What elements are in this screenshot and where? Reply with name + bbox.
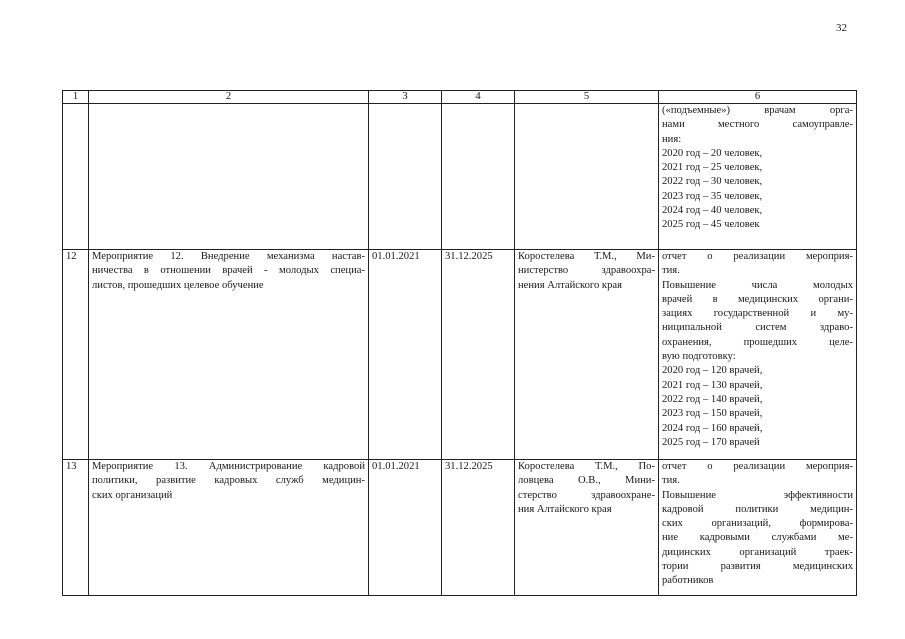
expected-result: [659, 250, 857, 460]
executor: [515, 460, 659, 596]
start-date: 01.01.2021: [369, 460, 442, 596]
cell-text-line: ния Алтайского края: [518, 503, 612, 515]
column-header: 4: [442, 91, 515, 104]
expected-result: [659, 104, 857, 250]
cell-text-line: ниципальной систем здраво-: [662, 322, 853, 334]
cell-text-line: 2021 год – 25 человек,: [662, 162, 763, 174]
cell-text-line: 2023 год – 35 человек,: [662, 190, 763, 202]
row-number: 13: [63, 460, 89, 596]
row-number: [63, 104, 89, 250]
page-number: 32: [836, 22, 847, 34]
cell-text-line: кадровой политики медицин-: [662, 503, 853, 515]
plan-table: [62, 90, 857, 596]
cell-text-line: («подъемные») врачам орга-: [662, 105, 853, 116]
cell-text-line: ских организаций, формирова-: [662, 518, 853, 530]
column-header: 6: [659, 91, 857, 104]
cell-text-line: нами местного самоуправле-: [662, 119, 853, 131]
cell-text-line: тия.: [662, 265, 680, 277]
cell-text-line: 2022 год – 30 человек,: [662, 176, 763, 188]
cell-text-line: дицинских организаций траек-: [662, 546, 853, 558]
cell-text-line: 2023 год – 150 врачей,: [662, 408, 763, 420]
activity-name: [89, 460, 369, 596]
cell-text-line: ние кадровыми службами ме-: [662, 532, 853, 544]
end-date: 31.12.2025: [442, 250, 515, 460]
cell-text-line: нения Алтайского края: [518, 279, 622, 291]
cell-text-line: Повышение числа молодых: [662, 279, 853, 291]
cell-text-line: листов, прошедших целевое обучение: [92, 279, 264, 291]
cell-text-line: ния:: [662, 133, 682, 145]
cell-text-line: 2020 год – 120 врачей,: [662, 365, 763, 377]
activity-name: [89, 104, 369, 250]
cell-text-line: ничества в отношении врачей - молодых специа-: [92, 265, 365, 277]
table-row: [63, 460, 857, 596]
start-date: 01.01.2021: [369, 250, 442, 460]
cell-text-line: отчет о реализации мероприя-: [662, 461, 853, 472]
column-header: 3: [369, 91, 442, 104]
start-date: [369, 104, 442, 250]
executor: [515, 104, 659, 250]
cell-text-line: ских организаций: [92, 489, 173, 501]
row-number: 12: [63, 250, 89, 460]
activity-name: [89, 250, 369, 460]
cell-text-line: 2024 год – 40 человек,: [662, 205, 763, 217]
cell-text-line: нистерство здравоохра-: [518, 265, 655, 277]
table-row: [63, 250, 857, 460]
cell-text-line: охранения, прошедших целе-: [662, 336, 853, 348]
cell-text-line: тории развития медицинских: [662, 561, 853, 573]
end-date: 31.12.2025: [442, 460, 515, 596]
cell-text-line: 2021 год – 130 врачей,: [662, 379, 763, 391]
cell-text-line: Коростелева Т.М., Ми-: [518, 251, 655, 262]
cell-text-line: 2025 год – 45 человек: [662, 219, 760, 231]
table-header-row: [63, 91, 857, 104]
cell-text-line: отчет о реализации мероприя-: [662, 251, 853, 262]
cell-text-line: тия.: [662, 475, 680, 487]
cell-text-line: стерство здравоохране-: [518, 489, 655, 501]
cell-text-line: 2024 год – 160 врачей,: [662, 422, 763, 434]
column-header: 5: [515, 91, 659, 104]
column-header: 2: [89, 91, 369, 104]
table-row: [63, 104, 857, 250]
cell-text-line: 2022 год – 140 врачей,: [662, 393, 763, 405]
cell-text-line: вую подготовку:: [662, 351, 736, 363]
cell-text-line: 2025 год – 170 врачей: [662, 436, 760, 448]
column-header: 1: [63, 91, 89, 104]
cell-text-line: Коростелева Т.М., По-: [518, 461, 655, 472]
cell-text-line: 2020 год – 20 человек,: [662, 147, 763, 159]
end-date: [442, 104, 515, 250]
cell-text-line: Мероприятие 13. Администрирование кадровой: [92, 461, 365, 472]
executor: [515, 250, 659, 460]
cell-text-line: работников: [662, 575, 714, 587]
cell-text-line: ловцева О.В., Мини-: [518, 475, 655, 487]
cell-text-line: Мероприятие 12. Внедрение механизма настав-: [92, 251, 365, 262]
cell-text-line: врачей в медицинских органи-: [662, 293, 853, 305]
cell-text-line: зациях государственной и му-: [662, 308, 853, 320]
cell-text-line: политики, развитие кадровых служб медицин-: [92, 475, 365, 487]
expected-result: [659, 460, 857, 596]
cell-text-line: Повышение эффективности: [662, 489, 853, 501]
